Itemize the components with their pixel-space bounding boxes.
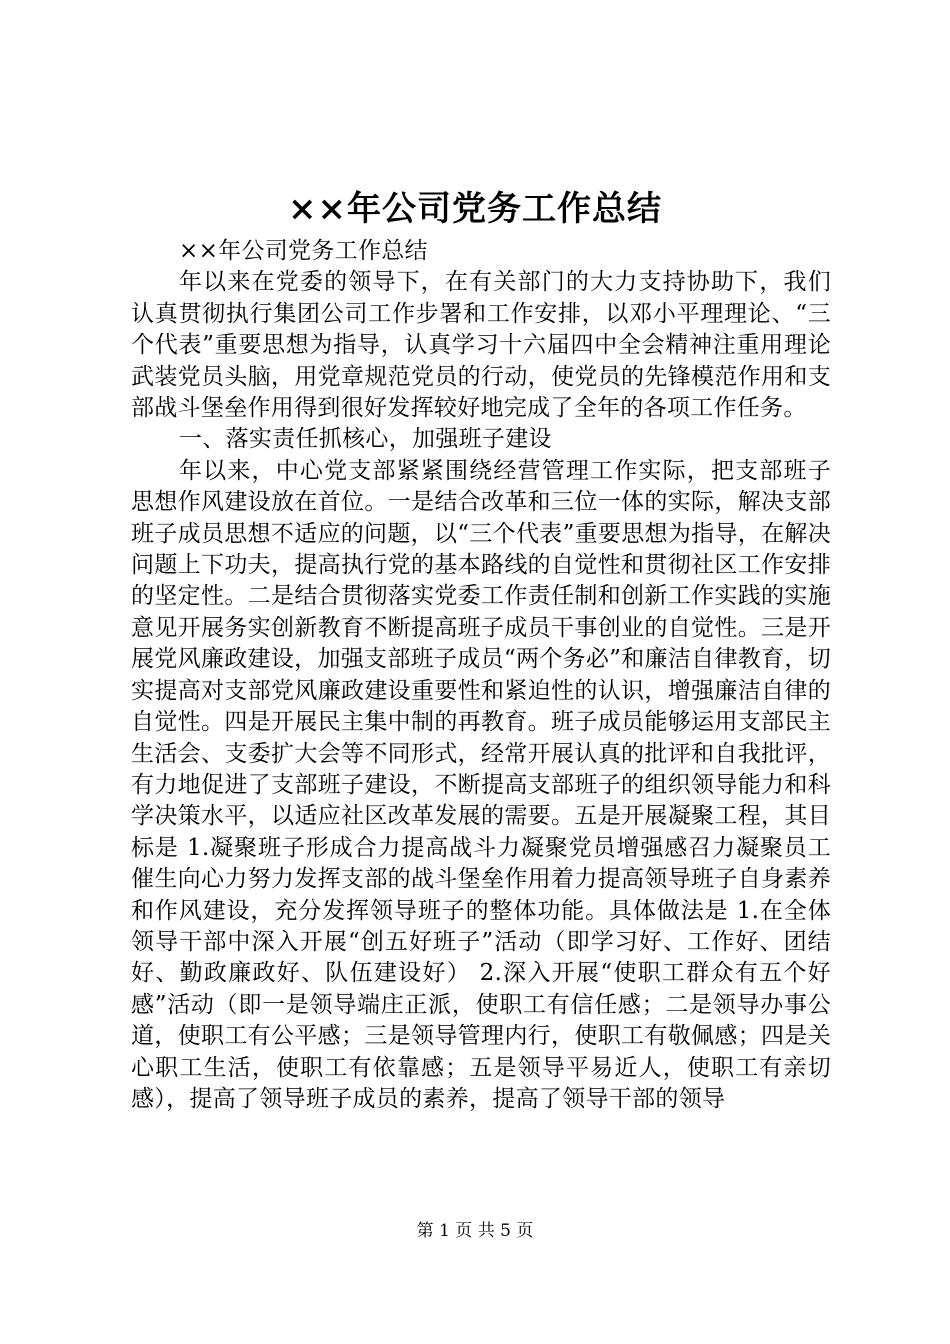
- page-footer: 第 1 页 共 5 页: [416, 1221, 534, 1241]
- document-body: [131, 236, 831, 1115]
- paragraph-subtitle: ××年公司党务工作总结: [179, 238, 428, 264]
- section-heading: 一、落实责任抓核心，加强班子建设: [179, 426, 552, 453]
- paragraph-intro: 年以来在党委的领导下，在有关部门的大力支持协助下，我们认真贯彻执行集团公司工作步署和工作安排，以邓小平理理论、“三个代表”重要思想为指导，认真学习十六届四中全会精神注重用理论武装党员头脑，用党章规范党员的行动，使党员的先锋模范作用和支部战斗堡垒作用得到很好发挥较好地完成了全年的各项工作任务。: [131, 269, 831, 422]
- document-title: ××年公司党务工作总结: [288, 189, 662, 229]
- paragraph-section-body: 年以来，中心党支部紧紧围绕经营管理工作实际，把支部班子思想作风建设放在首位。一是结合改革和三位一体的实际，解决支部班子成员思想不适应的问题，以“三个代表”重要思想为指导，在解决问题上下功夫，提高执行党的基本路线的自觉性和贯彻社区工作安排的坚定性。二是结合贯彻落实党委工作责任制和创新工作实践的实施意见开展务实创新教育不断提高班子成员干事创业的自觉性。三是开展党风廉政建设，加强支部班子成员“两个务必”和廉洁自律教育，切实提高对支部党风廉政建设重要性和紧迫性的认识，增强廉洁自律的自觉性。四是开展民主集中制的再教育。班子成员能够运用支部民主生活会、支委扩大会等不同形式，经常开展认真的批评和自我批评，有力地促进了支部班子建设，不断提高支部班子的组织领导能力和科学决策水平，以适应社区改革发展的需要。五是开展凝聚工程，其目标是 1.凝聚班子形成合力提高战斗力凝聚党员增强感召力凝聚员工催生向心力努力发挥支部的战斗堡垒作用着力提高领导班子自身素养和作风建设，充分发挥领导班子的整体功能。具体做法是 1.在全体领导干部中深入开展“创五好班子”活动（即学习好、工作好、团结好、勤政廉政好、队伍建设好） 2.深入开展“使职工群众有五个好感”活动（即一是领导端庄正派，使职工有信任感；二是领导办事公道，使职工有公平感；三是领导管理内行，使职工有敬佩感；四是关心职工生活，使职工有依靠感；五是领导平易近人，使职工有亲切感），提高了领导班子成员的素养，提高了领导干部的领导: [131, 457, 831, 1112]
